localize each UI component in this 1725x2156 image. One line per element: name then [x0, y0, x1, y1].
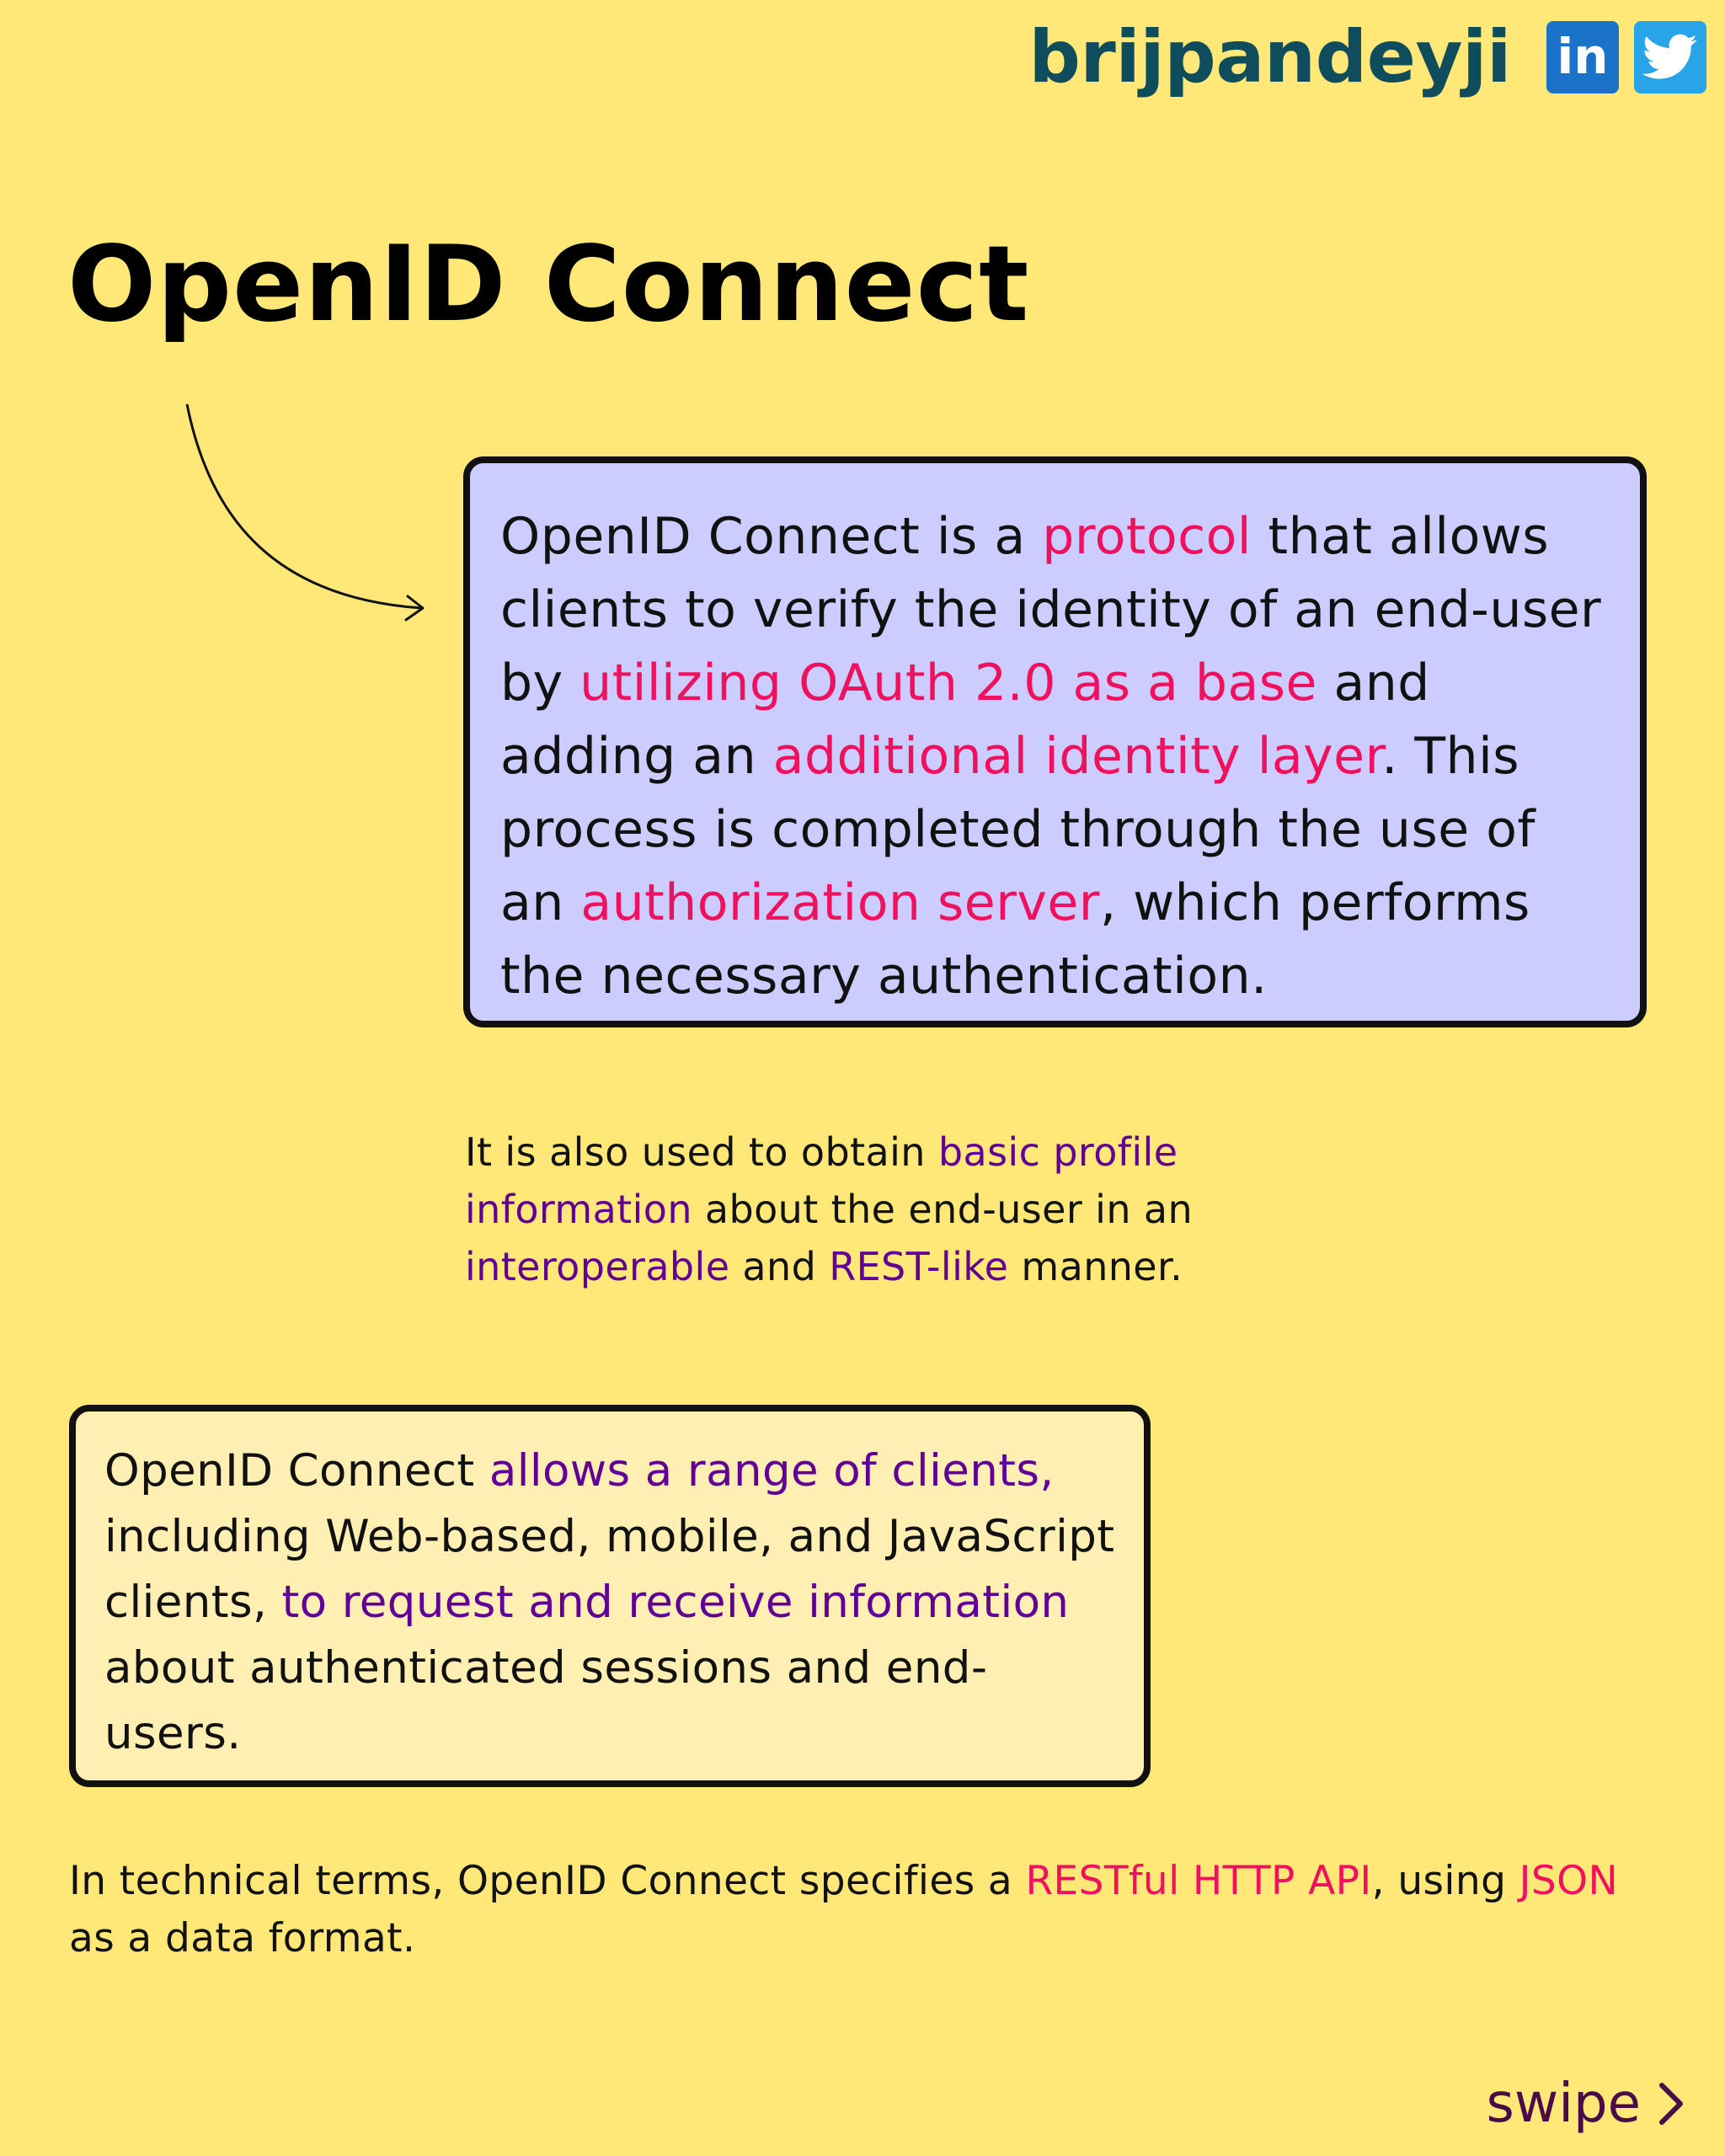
text-segment: about authenticated sessions and end-users.: [104, 1642, 988, 1759]
text-segment: In technical terms, OpenID Connect specifies a: [69, 1858, 1026, 1904]
linkedin-icon[interactable]: [1546, 21, 1619, 93]
highlight-protocol: protocol: [1042, 507, 1252, 566]
text-segment: manner.: [1008, 1244, 1183, 1289]
curved-arrow-icon: [177, 396, 446, 632]
text-segment: about the end-user in an: [692, 1187, 1194, 1232]
text-segment: including Web-based, mobile, and JavaScript clients,: [104, 1511, 1115, 1628]
text-segment: and adding an: [500, 654, 1430, 786]
text-segment: and: [729, 1244, 830, 1289]
clients-text: [104, 1438, 1124, 1767]
highlight-rest-like: REST-like: [829, 1244, 1009, 1289]
highlight-basic-profile: basic profile information: [465, 1129, 1178, 1232]
highlight-restful-api: RESTful HTTP API: [1025, 1858, 1372, 1904]
linkedin-icon-text: in: [1557, 28, 1609, 85]
twitter-icon[interactable]: [1634, 21, 1706, 93]
highlight-oauth-base: utilizing OAuth 2.0 as a base: [579, 654, 1317, 712]
text-segment: OpenID Connect: [104, 1445, 489, 1497]
main-definition-card: [463, 456, 1647, 1027]
twitter-bird-icon: [1642, 34, 1698, 81]
text-segment: OpenID Connect is a: [500, 507, 1043, 566]
highlight-request-receive: to request and receive information: [281, 1577, 1070, 1628]
swipe-label: swipe: [1486, 2073, 1641, 2135]
chevron-right-icon: [1656, 2079, 1686, 2128]
highlight-identity-layer: additional identity layer: [772, 727, 1382, 786]
main-definition-text: [500, 500, 1613, 1013]
highlight-json: JSON: [1519, 1858, 1619, 1904]
text-segment: that allows clients to verify the identity of an end-user by: [500, 507, 1602, 712]
text-segment: , using: [1371, 1858, 1519, 1904]
highlight-authorization-server: authorization server: [580, 873, 1100, 932]
text-segment: as a data format.: [69, 1915, 416, 1961]
text-segment: , which performs the necessary authentication.: [500, 873, 1530, 1006]
author-handle: brijpandeyji: [1028, 15, 1511, 99]
technical-paragraph: [69, 1853, 1653, 1967]
page-title: OpenID Connect: [67, 224, 1030, 345]
highlight-range-of-clients: allows a range of clients,: [489, 1445, 1055, 1497]
text-segment: . This process is completed through the use of an: [500, 727, 1536, 932]
swipe-button[interactable]: [1486, 2073, 1686, 2135]
highlight-interoperable: interoperable: [465, 1244, 730, 1289]
text-segment: It is also used to obtain: [465, 1129, 938, 1175]
clients-card: [69, 1405, 1151, 1787]
profile-paragraph: [465, 1123, 1307, 1295]
header: [1028, 15, 1706, 99]
